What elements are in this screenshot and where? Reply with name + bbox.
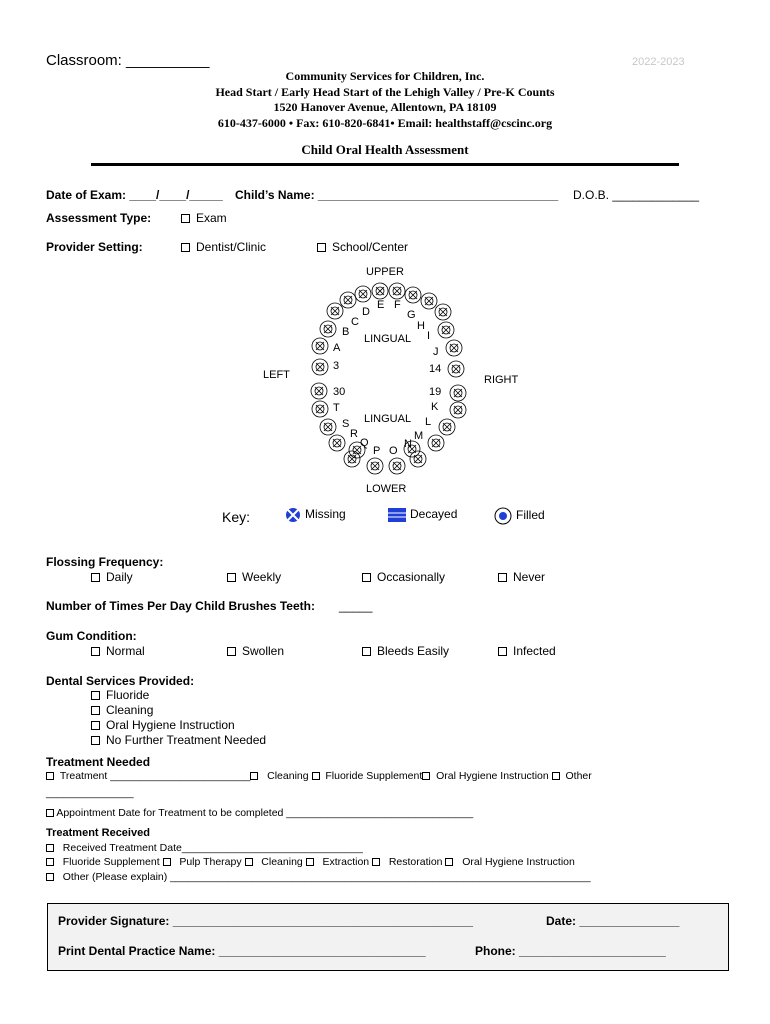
org-program: Head Start / Early Head Start of the Lehigh Valley / Pre-K Counts [215,85,555,99]
lingual-bottom-label: LINGUAL [364,413,412,425]
appointment-field[interactable]: Appointment Date for Treatment to be completed ________________________________ [56,807,474,819]
assessment-type-label: Assessment Type: [46,211,152,225]
checkbox-icon[interactable] [445,858,453,866]
checkbox-icon[interactable] [250,772,258,780]
tooth-letter-t: T [333,402,340,414]
provider-setting-label: Provider Setting: [46,240,143,254]
checkbox-icon[interactable] [245,858,253,866]
checkbox-icon[interactable] [46,809,54,817]
org-address: 1520 Hanover Avenue, Allentown, PA 18109 [273,100,497,114]
service-no-further[interactable] [91,733,266,747]
gum-infected-label: Infected [513,644,556,658]
checkbox-icon[interactable] [91,691,100,700]
lingual-top-label: LINGUAL [364,333,412,345]
practice-name-field[interactable]: Print Dental Practice Name: _______________________________ [58,944,426,958]
org-email: Email: healthstaff@cscinc.org [397,116,553,130]
flossing-daily[interactable] [91,570,133,584]
flossing-weekly-label: Weekly [242,570,282,584]
org-fax: Fax: 610-820-6841 [296,116,391,130]
child-name-field[interactable]: Child’s Name: ____________________________________ [235,188,559,202]
tooth-letter-m: M [414,430,424,442]
tooth-letter-h: H [417,320,425,332]
treatment-needed-label: Treatment Needed [46,755,151,769]
service-fluoride-label: Fluoride [106,688,150,702]
tooth-letter-d: D [362,306,370,318]
tooth-number-3: 3 [333,360,340,372]
left-label: LEFT [263,369,290,381]
treatment-other-field[interactable]: _______________ [46,787,134,799]
tooth-letter-k: K [431,401,439,413]
provider-signature-field[interactable]: Provider Signature: _____________________________________________ [58,914,474,928]
gum-normal[interactable] [91,644,145,658]
services-label: Dental Services Provided: [46,674,195,688]
checkbox-icon[interactable] [227,647,236,656]
tooth-letter-a: A [333,342,341,354]
service-no-further-label: No Further Treatment Needed [106,733,267,747]
flossing-daily-label: Daily [106,570,133,584]
gum-swollen-label: Swollen [242,644,285,658]
tooth-letter-e: E [377,299,385,311]
flossing-occasionally[interactable] [362,570,445,584]
key-decayed [388,507,457,523]
tooth-letter-s: S [342,418,350,430]
upper-label: UPPER [366,266,404,278]
service-cleaning[interactable] [91,703,153,717]
lower-label: LOWER [366,483,407,495]
brushing-label: Number of Times Per Day Child Brushes Teeth: [46,599,315,613]
gum-bleeds-label: Bleeds Easily [377,644,450,658]
school-year: 2022-2023 [632,56,685,68]
assessment-exam-label: Exam [196,211,227,225]
checkbox-icon[interactable] [91,573,100,582]
checkbox-icon[interactable] [91,706,100,715]
tooth-letter-f: F [394,299,401,311]
checkbox-icon[interactable] [227,573,236,582]
tooth-letter-l: L [425,416,432,428]
key-decayed-label: Decayed [410,507,458,522]
tooth-letter-p: P [373,445,381,457]
tooth-letter-b: B [342,326,350,338]
key-missing [285,507,346,523]
page-title: Child Oral Health Assessment [301,142,469,157]
received-services-row [46,856,575,868]
service-cleaning-label: Cleaning [106,703,154,717]
received-date-row [46,842,363,854]
gum-swollen[interactable] [227,644,284,658]
received-other-field[interactable]: Other (Please explain) ________________________________________________________________________ [62,871,591,883]
provider-date-field[interactable]: Date: _______________ [546,914,680,928]
checkbox-icon[interactable] [362,573,371,582]
received-fluoride-label: Fluoride Supplement [62,856,160,868]
gum-infected[interactable] [498,644,556,658]
checkbox-icon[interactable] [372,858,380,866]
received-cleaning-label: Cleaning [261,856,303,868]
checkbox-icon[interactable] [91,736,100,745]
tooth-letter-i: I [427,330,431,342]
service-ohi-label: Oral Hygiene Instruction [106,718,235,732]
flossing-never-label: Never [513,570,546,584]
received-extraction-label: Extraction [322,856,370,868]
service-ohi[interactable] [91,718,235,732]
bullet-icon: • [390,116,395,130]
tooth-number-30: 30 [333,386,346,398]
gum-bleeds[interactable] [362,644,449,658]
gum-label: Gum Condition: [46,629,137,643]
checkbox-icon[interactable] [46,844,54,852]
flossing-occasionally-label: Occasionally [377,570,446,584]
org-name: Community Services for Children, Inc. [285,69,485,83]
tooth-letter-j: J [433,346,439,358]
service-fluoride[interactable] [91,688,149,702]
flossing-never[interactable] [498,570,545,584]
tooth-letter-q: Q [360,437,369,449]
treatment-received-label: Treatment Received [46,827,150,839]
checkbox-icon[interactable] [312,772,320,780]
tooth-letter-o: O [389,445,398,457]
checkbox-icon[interactable] [46,772,54,780]
tooth-letter-n: N [404,438,412,450]
flossing-weekly[interactable] [227,570,281,584]
treatment-needed-row [46,770,592,782]
checkbox-icon[interactable] [91,721,100,730]
tooth-number-19: 19 [429,386,442,398]
received-date-field[interactable]: Received Treatment Date_______________________________ [62,842,363,854]
tooth-letter-g: G [407,309,416,321]
date-of-exam-field[interactable]: Date of Exam: ____/____/_____ [46,188,223,202]
received-restoration-label: Restoration [388,856,443,868]
checkbox-icon[interactable] [91,647,100,656]
right-label: RIGHT [484,374,519,386]
checkbox-icon[interactable] [422,772,430,780]
key-filled-label: Filled [516,508,545,523]
bullet-icon: • [288,116,294,130]
checkbox-icon[interactable] [552,772,560,780]
treatment-other-label: Other [565,770,592,782]
provider-dentist-label: Dentist/Clinic [196,240,267,254]
brushing-field[interactable]: _____ [339,599,373,613]
treatment-ohi-label: Oral Hygiene Instruction [436,770,549,782]
received-other-row [46,871,591,883]
filled-icon [494,507,512,525]
tooth-number-14: 14 [429,363,442,375]
checkbox-icon[interactable] [498,647,507,656]
checkbox-icon[interactable] [362,647,371,656]
treatment-fluoride-label: Fluoride Supplement [325,770,423,782]
classroom-field[interactable]: Classroom: __________ [46,52,210,69]
tooth-letter-c: C [351,316,359,328]
treatment-field[interactable]: Treatment ________________________ [59,770,251,782]
provider-school-label: School/Center [332,240,409,254]
key-label: Key: [222,509,251,525]
gum-normal-label: Normal [106,644,145,658]
appointment-row [46,807,473,819]
checkbox-icon[interactable] [498,573,507,582]
treatment-cleaning-label: Cleaning [267,770,309,782]
decayed-icon [388,507,406,523]
checkbox-icon[interactable] [46,873,54,881]
received-ohi-label: Oral Hygiene Instruction [462,856,575,868]
dob-field[interactable]: D.O.B. _____________ [573,188,700,202]
org-phone: 610-437-6000 [217,116,286,130]
checkbox-icon[interactable] [306,858,314,866]
tooth-letter-r: R [350,428,358,440]
practice-phone-field[interactable]: Phone: ______________________ [475,944,666,958]
checkbox-icon[interactable] [163,858,171,866]
missing-icon [285,507,301,523]
checkbox-icon[interactable] [46,858,54,866]
key-missing-label: Missing [305,507,346,522]
received-pulp-label: Pulp Therapy [179,856,242,868]
key-filled [494,507,545,525]
flossing-label: Flossing Frequency: [46,555,164,569]
